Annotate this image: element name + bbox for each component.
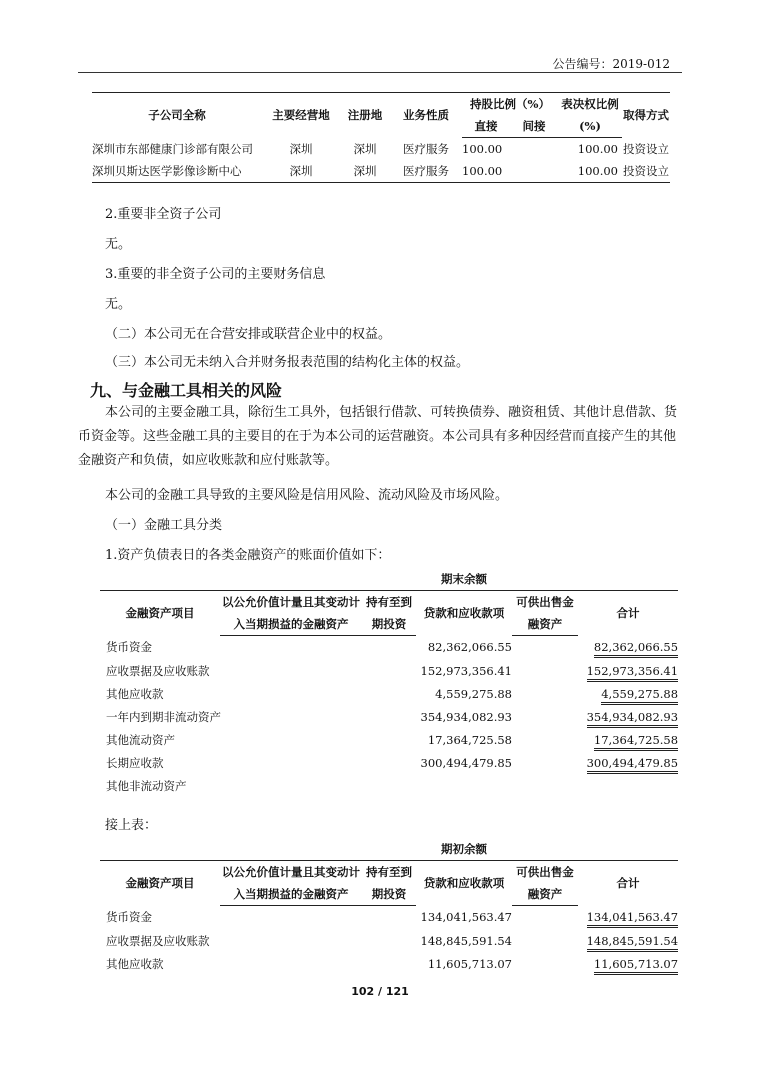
table-row: 其他非流动资产: [106, 778, 187, 793]
table-row: 深圳贝斯达医学影像诊断中心 深圳 深圳 医疗服务 100.00 100.00 投资设立: [92, 160, 670, 183]
announcement-code: 公告编号：2019-012: [552, 57, 670, 71]
col-subsidiary-name: 子公司全称: [92, 93, 262, 138]
col-nature: 业务性质: [390, 93, 462, 138]
col-fvtpl: 以公允价值计量且其变动计: [220, 591, 362, 614]
group-begin-balance: 期初余额: [441, 842, 488, 856]
financial-assets-end-table: 期末余额 金融资产项目 以公允价值计量且其变动计 持有至到 贷款和应收款项 可供出售金 合计 入当期损益的金融资产 期投资 融资产 货币资金 82,362,066.55 82,362,066.55 应收票据及应收账款 152,973,356.41 152,973,356.41 其他应收款 4,559,275.88 4,559,275.88 一年内到期非流动资产 354,934,082.93 354,934,082.93 其他流动资产 17,364,725.58 17,364,725.58 长期应收款 300,494,479.85 300,494,479.85 其他非流动资产: [100, 568, 678, 797]
table-row: 货币资金 82,362,066.55 82,362,066.55: [100, 636, 678, 660]
col-location: 主要经营地: [262, 93, 340, 138]
col-loans: 贷款和应收款项: [416, 591, 512, 636]
risk-paragraph-1: 本公司的主要金融工具，除衍生工具外，包括银行借款、可转换债券、融资租赁、其他计息借款、货币资金等。这些金融工具的主要目的在于为本公司的运营融资。本公司具有多种因经营而直接产生的其他金融资产和负债，如应收账款和应付账款等。: [78, 405, 678, 468]
section-2-body: 无。: [105, 237, 132, 252]
risk-paragraph-2: 本公司的金融工具导致的主要风险是信用风险、流动风险及市场风险。: [105, 488, 509, 503]
col-vote-ratio: 表决权比例: [558, 93, 622, 116]
table-row: 长期应收款 300,494,479.85 300,494,479.85: [100, 751, 678, 774]
group-end-balance: 期末余额: [441, 572, 488, 586]
section-3-body: 无。: [105, 297, 132, 312]
table-row: 一年内到期非流动资产 354,934,082.93 354,934,082.93: [100, 705, 678, 728]
table-row: 货币资金 134,041,563.47 134,041,563.47: [100, 906, 678, 930]
paragraph-three: （三）本公司无未纳入合并财务报表范围的结构化主体的权益。: [105, 355, 470, 370]
table-row: 深圳市东部健康门诊部有限公司 深圳 深圳 医疗服务 100.00 100.00 投资设立: [92, 141, 669, 156]
table-row: 应收票据及应收账款 148,845,591.54 148,845,591.54: [100, 929, 678, 952]
col-share-ratio: 持股比例（%）: [462, 93, 558, 116]
table-row: 其他应收款 4,559,275.88 4,559,275.88: [100, 682, 678, 705]
subsidiary-table: [92, 92, 670, 183]
section-heading-nine: 九、与金融工具相关的风险: [90, 381, 283, 400]
col-afs: 可供出售金: [512, 591, 578, 614]
table-row: 其他应收款 11,605,713.07 11,605,713.07: [100, 952, 678, 975]
section-3-title: 3.重要的非全资子公司的主要财务信息: [105, 267, 326, 282]
header-rule: [78, 72, 682, 73]
section-2-title: 2.重要非全资子公司: [105, 207, 222, 222]
col-direct: 直接: [462, 115, 510, 138]
col-total: 合计: [578, 591, 678, 636]
subsection-title: （一）金融工具分类: [105, 518, 223, 533]
col-htm: 持有至到: [362, 591, 416, 614]
table-row: 其他流动资产 17,364,725.58 17,364,725.58: [100, 728, 678, 751]
financial-assets-begin-table: 期初余额 金融资产项目 以公允价值计量且其变动计 持有至到 贷款和应收款项 可供出售金 合计 入当期损益的金融资产 期投资 融资产 货币资金 134,041,563.47 134,041,563.47 应收票据及应收账款 148,845,591.54 148,845,591.54 其他应收款 11,605,713.07 11,605,713.07: [100, 838, 678, 975]
col-vote-unit: (%): [558, 115, 622, 138]
continued-label: 接上表：: [105, 818, 158, 833]
subsection-item: 1.资产负债表日的各类金融资产的账面价值如下：: [105, 548, 391, 563]
col-method: 取得方式: [622, 93, 670, 138]
col-registration: 注册地: [340, 93, 390, 138]
col-indirect: 间接: [510, 115, 558, 138]
paragraph-two: （二）本公司无在合营安排或联营企业中的权益。: [105, 327, 392, 342]
table-row: 应收票据及应收账款 152,973,356.41 152,973,356.41: [100, 659, 678, 682]
col-item: 金融资产项目: [100, 591, 220, 636]
page-number: 102 / 121: [351, 985, 409, 998]
